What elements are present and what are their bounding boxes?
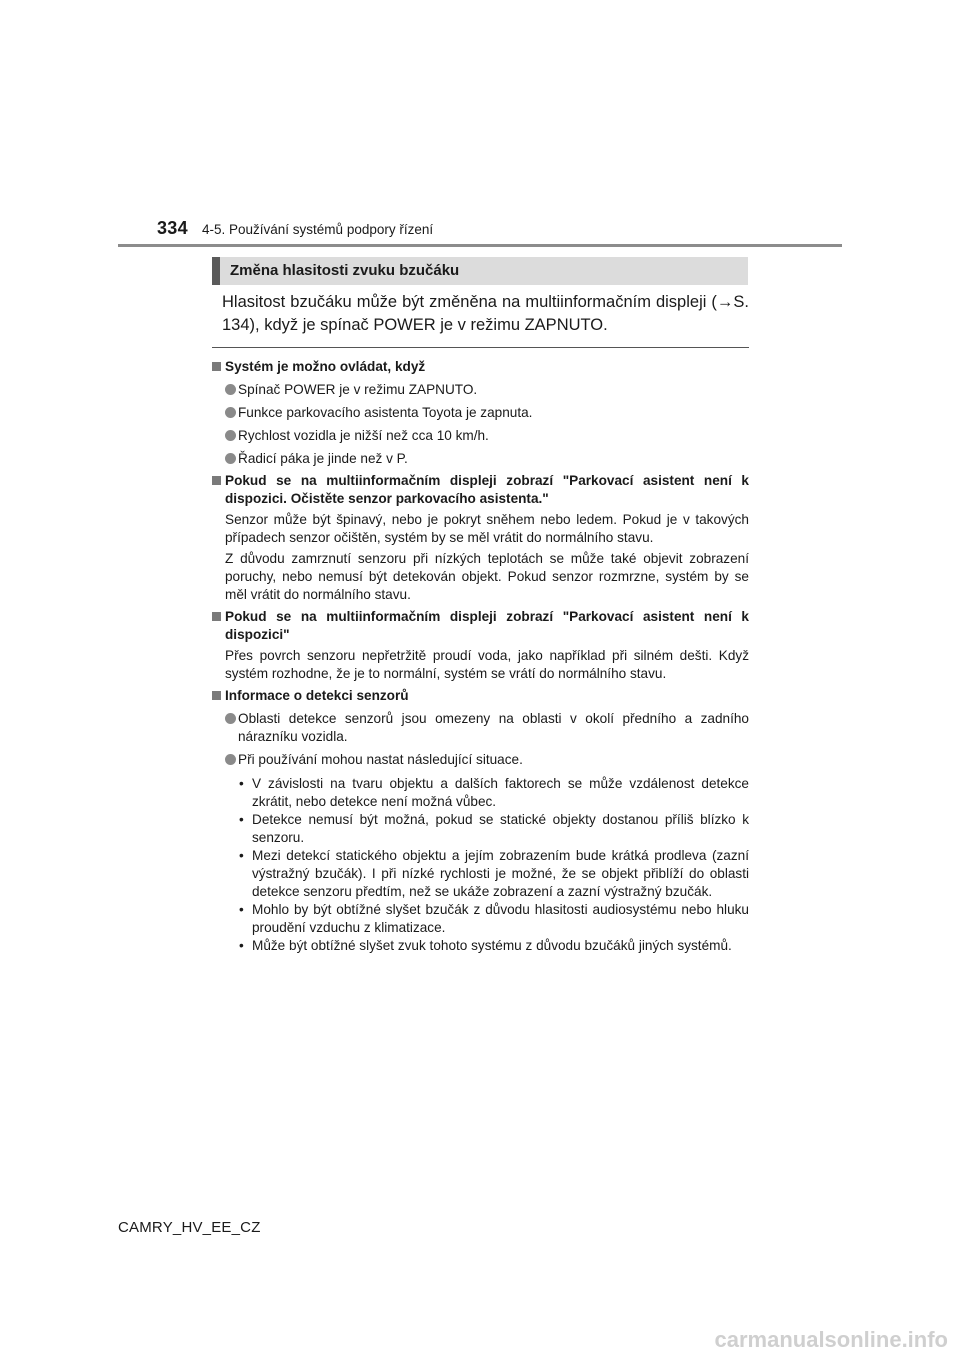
header-divider [118,244,842,247]
bullet-item: Oblasti detekce senzorů jsou omezeny na oblasti v okolí předního a zadního nárazníku vozidla. [212,710,749,746]
bullet-item: Při používání mohou nastat následující situace. [212,751,749,769]
sub-item: • Mezi detekcí statického objektu a jejím zobrazením bude krátká prodleva (zazní výstražný bzučák). I při nízké rychlosti je možné, že se objekt přiblíží do oblasti detekce senzoru předtím, než se ukáže zobrazení a zazní výstražný bzučák. [239,848,749,899]
paragraph: Přes povrch senzoru nepřetržitě proudí voda, jako například při silném dešti. Když systém rozhodne, že je to normální, systém se vrátí do normálního stavu. [225,648,749,681]
paragraph: Z důvodu zamrznutí senzoru při nízkých teplotách se může také objevit zobrazení poruchy, nebo nemusí být detekován objekt. Pokud senzor rozmrzne, systém by se měl vrátit do normálního stavu. [225,551,749,602]
square-bullet-icon [212,362,221,371]
content [212,354,749,955]
sub-item: • Detekce nemusí být možná, pokud se statické objekty dostanou příliš blízko k senzoru. [239,812,749,845]
section-title-bar [212,257,748,285]
page-number: 334 [157,218,188,238]
circle-bullet-icon [225,430,236,441]
circle-bullet-icon [225,754,236,765]
bullet-item: Rychlost vozidla je nižší než cca 10 km/h. [212,427,749,445]
bullet-item: Řadicí páka je jinde než v P. [212,450,749,468]
block-heading: Informace o detekci senzorů [212,687,749,705]
section-divider [212,347,749,348]
bullet-item: Spínač POWER je v režimu ZAPNUTO. [212,381,749,399]
sub-item: • Může být obtížné slyšet zvuk tohoto systému z důvodu bzučáků jiných systémů. [239,938,732,953]
circle-bullet-icon [225,407,236,418]
document-code: CAMRY_HV_EE_CZ [118,1219,261,1236]
sub-item: • Mohlo by být obtížné slyšet bzučák z důvodu hlasitosti audiosystému nebo hluku proudění vzduchu z klimatizace. [239,902,749,935]
watermark: carmanualsonline.info [714,1327,948,1352]
bullet-item: Funkce parkovacího asistenta Toyota je zapnuta. [212,404,749,422]
sub-item: • V závislosti na tvaru objektu a dalších faktorech se může vzdálenost detekce zkrátit, nebo detekce není možná vůbec. [239,776,749,809]
square-bullet-icon [212,476,221,485]
small-bullet-icon: • [239,812,244,827]
square-bullet-icon [212,612,221,621]
small-bullet-icon: • [239,938,244,953]
circle-bullet-icon [225,713,236,724]
section-title: Změna hlasitosti zvuku bzučáku [230,262,460,279]
small-bullet-icon: • [239,902,244,917]
circle-bullet-icon [225,453,236,464]
block-heading: Systém je možno ovládat, když [212,358,749,376]
small-bullet-icon: • [239,848,244,863]
paragraph: Senzor může být špinavý, nebo je pokryt sněhem nebo ledem. Pokud je v takových případech senzor očištěn, systém by se měl vrátit do normálního stavu. [225,512,749,545]
circle-bullet-icon [225,384,236,395]
square-bullet-icon [212,691,221,700]
chapter-title: 4-5. Používání systémů podpory řízení [202,222,434,237]
intro-paragraph: Hlasitost bzučáku může být změněna na multiinformačním displeji (→S. 134), když je spínač POWER je v režimu ZAPNUTO. [222,293,749,334]
small-bullet-icon: • [239,776,244,791]
block-heading: Pokud se na multiinformačním displeji zobrazí "Parkovací asistent není k dispozici. Očistěte senzor parkovacího asistenta." [212,472,749,508]
block-heading: Pokud se na multiinformačním displeji zobrazí "Parkovací asistent není k dispozici" [212,608,749,644]
